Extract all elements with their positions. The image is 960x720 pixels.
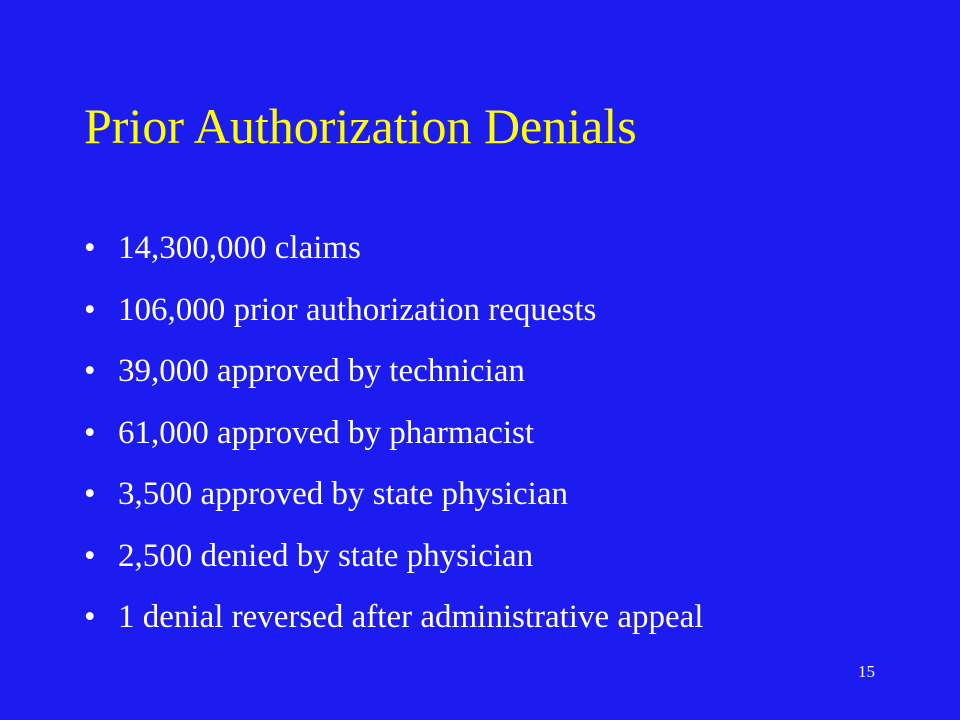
- bullet-item: [84, 280, 703, 342]
- bullet-icon: •: [84, 291, 96, 328]
- bullet-icon: •: [84, 353, 96, 390]
- bullet-text: 1 denial reversed after administrative appeal: [118, 599, 704, 636]
- bullet-icon: •: [84, 599, 96, 636]
- bullet-list: [84, 218, 703, 649]
- bullet-item: [84, 587, 703, 649]
- bullet-text: 2,500 denied by state physician: [118, 537, 534, 574]
- bullet-item: [84, 403, 703, 465]
- bullet-text: 106,000 prior authorization requests: [118, 291, 597, 328]
- bullet-text: 61,000 approved by pharmacist: [118, 414, 535, 451]
- bullet-icon: •: [84, 537, 96, 574]
- bullet-icon: •: [84, 476, 96, 513]
- bullet-item: [84, 218, 703, 280]
- bullet-text: 14,300,000 claims: [118, 230, 361, 267]
- bullet-text: 39,000 approved by technician: [118, 353, 525, 390]
- bullet-item: [84, 526, 703, 588]
- bullet-icon: •: [84, 230, 96, 267]
- bullet-icon: •: [84, 414, 96, 451]
- bullet-item: [84, 341, 703, 403]
- slide-title: Prior Authorization Denials: [84, 98, 637, 154]
- bullet-item: [84, 464, 703, 526]
- page-number: 15: [858, 662, 875, 681]
- bullet-text: 3,500 approved by state physician: [118, 476, 568, 513]
